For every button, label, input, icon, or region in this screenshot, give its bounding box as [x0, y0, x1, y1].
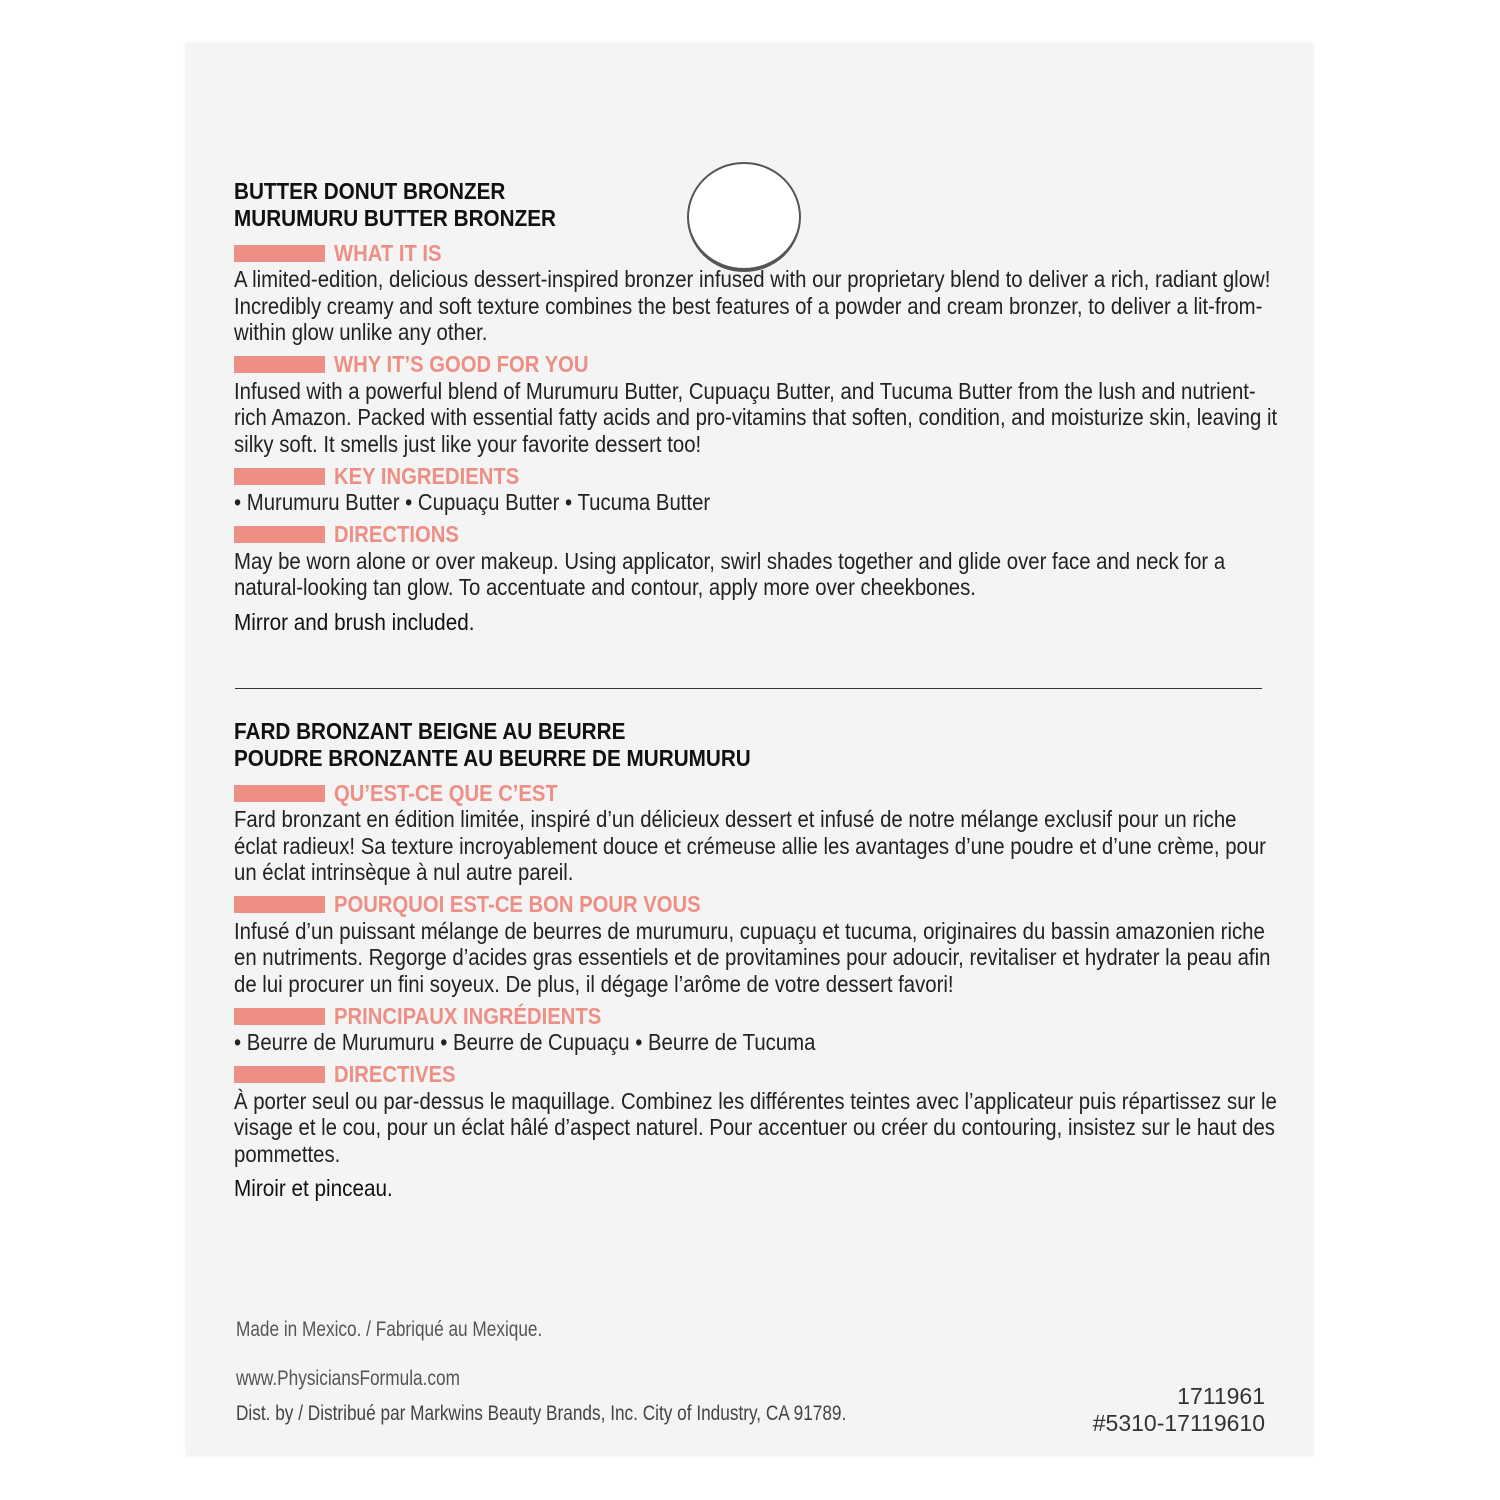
accent-bar: [234, 896, 325, 913]
product-codes: [1093, 1383, 1265, 1437]
quest-ce-heading: QU’EST-CE QUE C’EST: [234, 780, 1279, 806]
origin-text: Made in Mexico. / Fabriqué au Mexique.: [236, 1318, 543, 1341]
accent-bar: [234, 356, 325, 373]
included-note-en: Mirror and brush included.: [234, 608, 475, 635]
product-code-short: 1711961: [1177, 1383, 1265, 1409]
directions-heading: DIRECTIONS: [234, 522, 1279, 548]
key-ingredients-text: • Murumuru Butter • Cupuaçu Butter • Tucuma Butter: [234, 489, 711, 515]
directions-text: May be worn alone or over makeup. Using applicator, swirl shades together and glide over face and neck for a natural-looking tan glow. To accentuate and contour, apply more over cheekbones.: [234, 547, 1226, 600]
accent-bar: [234, 526, 325, 543]
distributor-text: Dist. by / Distribué par Markwins Beauty Brands, Inc. City of Industry, CA 91789.: [236, 1402, 847, 1425]
what-it-is-text: A limited-edition, delicious dessert-inspired bronzer infused with our proprietary blend to deliver a rich, radiant glow! Incredibly creamy and soft texture combines the best features of a powder and cream bronzer, to deliver a lit-from-within glow unlike any other.: [234, 266, 1271, 345]
accent-bar: [234, 1008, 325, 1025]
pourquoi-text: Infusé d’un puissant mélange de beurres de murumuru, cupuaçu et tucuma, originaires du bassin amazonien riche en nutriments. Regorge d’acides gras essentiels et de provitamines pour adoucir, revitaliser et hydrater la peau afin de lui procurer un fini soyeux. De plus, il dégage l’arôme de votre dessert favori!: [234, 917, 1271, 997]
directives-text: À porter seul ou par-dessus le maquillage. Combinez les différentes teintes avec l’applicateur puis répartissez sur le visage et le cou, pour un éclat hâlé d’aspect naturel. Pour accentuer ou créer du contouring, insistez sur le haut des pommettes.: [234, 1087, 1277, 1167]
website-text: www.PhysiciansFormula.com: [236, 1367, 460, 1390]
included-note-fr: Miroir et pinceau.: [234, 1175, 393, 1201]
why-good-text: Infused with a powerful blend of Murumuru Butter, Cupuaçu Butter, and Tucuma Butter from the lush and nutrient-rich Amazon. Packed with essential fatty acids and pro-vitamins that soften, condition, and moisturize skin, leaving it silky soft. It smells just like your favorite dessert too!: [234, 377, 1278, 457]
product-title-en: BUTTER DONUT BRONZER: [234, 178, 506, 204]
pourquoi-heading: POURQUOI EST-CE BON POUR VOUS: [234, 892, 1279, 918]
product-subtitle-fr: POUDRE BRONZANTE AU BEURRE DE MURUMURU: [234, 745, 751, 771]
product-code-long: #5310-17119610: [1092, 1410, 1265, 1436]
quest-ce-text: Fard bronzant en édition limitée, inspiré d’un délicieux dessert et infusé de notre mélange exclusif pour un riche éclat radieux! Sa texture incroyablement douce et crémeuse allie les avantages d’une poudre et d’une crème, pour un éclat intrinsèque à nul autre pareil.: [234, 806, 1266, 885]
english-section: [234, 178, 1279, 636]
principaux-ingredients-text: • Beurre de Murumuru • Beurre de Cupuaçu • Beurre de Tucuma: [234, 1029, 816, 1055]
french-section: [234, 718, 1279, 1202]
what-it-is-heading: WHAT IT IS: [234, 240, 1279, 266]
section-divider: [235, 688, 1262, 689]
accent-bar: [234, 468, 325, 485]
accent-bar: [234, 1066, 325, 1083]
directives-heading: DIRECTIVES: [234, 1062, 1279, 1088]
key-ingredients-heading: KEY INGREDIENTS: [234, 463, 1279, 489]
why-good-heading: WHY IT’S GOOD FOR YOU: [234, 352, 1279, 378]
accent-bar: [234, 785, 325, 802]
accent-bar: [234, 245, 325, 262]
product-subtitle-en: MURUMURU BUTTER BRONZER: [234, 205, 556, 231]
principaux-ingredients-heading: PRINCIPAUX INGRÉDIENTS: [234, 1003, 1279, 1029]
product-title-fr: FARD BRONZANT BEIGNE AU BEURRE: [234, 718, 626, 744]
